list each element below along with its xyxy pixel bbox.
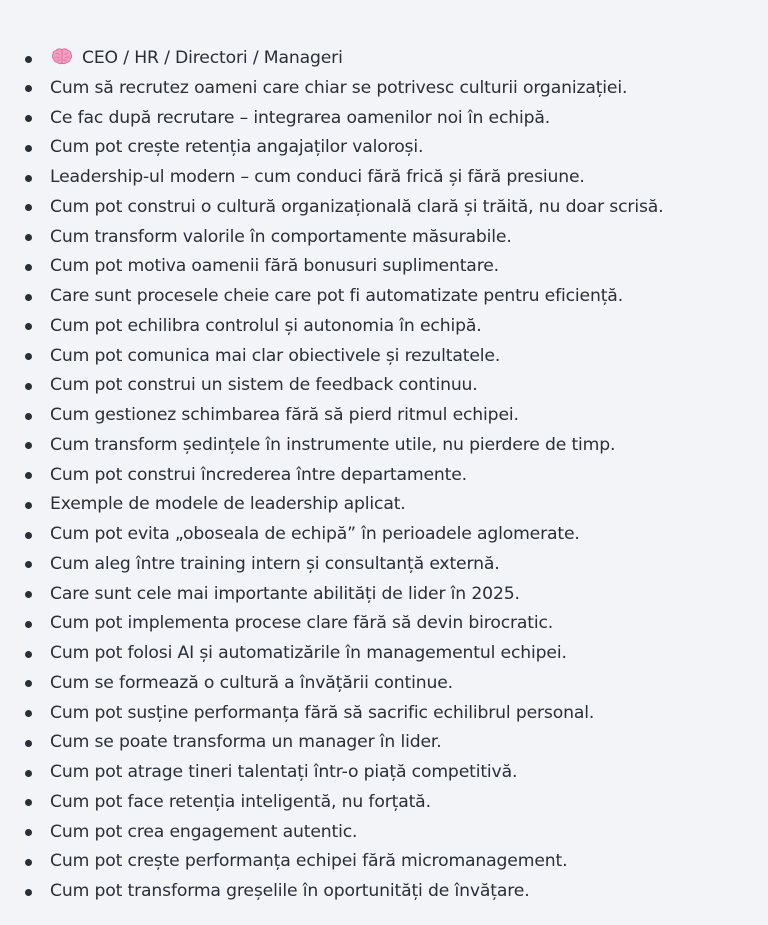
bullet-icon bbox=[25, 710, 32, 717]
list-item-text: Cum pot construi o cultură organizațională clară și trăită, nu doar scrisă. bbox=[50, 196, 664, 217]
bullet-icon bbox=[25, 532, 32, 539]
brain-icon bbox=[52, 48, 72, 65]
list-item bbox=[0, 401, 768, 431]
bullet-icon bbox=[25, 561, 32, 568]
list-item bbox=[0, 699, 768, 729]
bullet-icon bbox=[25, 442, 32, 449]
bullet-icon bbox=[25, 294, 32, 301]
list-item bbox=[0, 342, 768, 372]
list-item-text: Cum pot folosi AI și automatizările în managementul echipei. bbox=[50, 643, 567, 663]
list-item bbox=[0, 639, 768, 669]
list-item bbox=[0, 163, 768, 193]
bullet-icon bbox=[25, 264, 32, 271]
list-item bbox=[0, 133, 768, 163]
list-item bbox=[0, 728, 768, 758]
list-item-text: Cum pot atrage tineri talentați într-o piață competitivă. bbox=[50, 762, 518, 782]
bullet-icon bbox=[25, 829, 32, 836]
list-item bbox=[0, 847, 768, 877]
list-item-text: Cum să recrutez oameni care chiar se potrivesc culturii organizației. bbox=[50, 77, 628, 98]
list-item-text: Exemple de modele de leadership aplicat. bbox=[50, 494, 406, 515]
list-item bbox=[0, 371, 768, 401]
list-item bbox=[0, 520, 768, 550]
list-item bbox=[0, 104, 768, 134]
list-item-text: Cum pot susține performanța fără să sacrific echilibrul personal. bbox=[50, 702, 595, 723]
list-header-item bbox=[0, 44, 768, 74]
list-item-text: Cum pot evita „oboseala de echipă” în perioadele aglomerate. bbox=[50, 524, 580, 544]
list-item-text: Cum pot construi un sistem de feedback continuu. bbox=[50, 375, 478, 396]
bullet-icon bbox=[25, 115, 32, 122]
list-item-text: Cum gestionez schimbarea fără să pierd ritmul echipei. bbox=[50, 405, 519, 425]
list-item-text: Cum se poate transforma un manager în lider. bbox=[50, 732, 442, 753]
list-item-text: Cum pot motiva oamenii fără bonusuri suplimentare. bbox=[50, 256, 499, 277]
list-item-text: Cum pot crea engagement autentic. bbox=[50, 821, 358, 842]
list-item-text: Leadership-ul modern – cum conduci fără frică și fără presiune. bbox=[50, 167, 585, 187]
list-item bbox=[0, 431, 768, 461]
list-header-label: CEO / HR / Directori / Manageri bbox=[82, 48, 343, 68]
bullet-icon bbox=[25, 889, 32, 896]
bullet-icon bbox=[25, 472, 32, 479]
list-item-text: Cum pot implementa procese clare fără să devin birocratic. bbox=[50, 613, 554, 634]
list-item bbox=[0, 461, 768, 491]
list-item bbox=[0, 282, 768, 312]
bullet-icon bbox=[25, 770, 32, 777]
bullet-icon bbox=[25, 591, 32, 598]
topics-list bbox=[0, 44, 768, 907]
list-item-text: Cum pot comunica mai clar obiectivele și rezultatele. bbox=[50, 345, 501, 366]
list-item bbox=[0, 580, 768, 610]
list-item-text: Cum se formează o cultură a învățării continue. bbox=[50, 672, 453, 693]
list-item-text: Cum transform ședințele în instrumente utile, nu pierdere de timp. bbox=[50, 434, 616, 455]
list-item bbox=[0, 550, 768, 580]
list-item bbox=[0, 223, 768, 253]
list-item bbox=[0, 818, 768, 848]
bullet-icon bbox=[25, 502, 32, 509]
list-item-text: Cum pot face retenția inteligentă, nu forțată. bbox=[50, 791, 431, 812]
list-item bbox=[0, 758, 768, 788]
bullet-icon bbox=[25, 651, 32, 658]
bullet-icon bbox=[25, 413, 32, 420]
bullet-icon bbox=[25, 621, 32, 628]
bullet-icon bbox=[25, 799, 32, 806]
list-item-text: Cum aleg între training intern și consultanță externă. bbox=[50, 553, 500, 574]
bullet-icon bbox=[25, 175, 32, 182]
list-item-text: Cum transform valorile în comportamente măsurabile. bbox=[50, 226, 512, 247]
list-item-text: Care sunt cele mai importante abilități de lider în 2025. bbox=[50, 583, 520, 604]
list-item-text: Cum pot transforma greșelile în oportunități de învățare. bbox=[50, 881, 530, 901]
list-item bbox=[0, 609, 768, 639]
bullet-icon bbox=[25, 145, 32, 152]
bullet-icon bbox=[25, 204, 32, 211]
bullet-icon bbox=[25, 680, 32, 687]
list-item-text: Cum pot construi încrederea între departamente. bbox=[50, 464, 467, 485]
bullet-icon bbox=[25, 353, 32, 360]
bullet-icon bbox=[25, 383, 32, 390]
list-item bbox=[0, 312, 768, 342]
bullet-icon bbox=[25, 234, 32, 241]
bullet-icon bbox=[25, 323, 32, 330]
list-item bbox=[0, 877, 768, 907]
list-item bbox=[0, 193, 768, 223]
list-item bbox=[0, 669, 768, 699]
bullet-icon bbox=[25, 85, 32, 92]
list-item bbox=[0, 788, 768, 818]
list-item-text: Cum pot crește retenția angajaților valoroși. bbox=[50, 137, 424, 158]
list-item bbox=[0, 252, 768, 282]
list-item-text: Cum pot crește performanța echipei fără micromanagement. bbox=[50, 851, 568, 872]
list-item bbox=[0, 74, 768, 104]
list-item bbox=[0, 490, 768, 520]
list-item-text: Care sunt procesele cheie care pot fi automatizate pentru eficiență. bbox=[50, 286, 624, 306]
bullet-icon bbox=[25, 740, 32, 747]
list-item-text: Cum pot echilibra controlul și autonomia în echipă. bbox=[50, 315, 482, 336]
bullet-icon bbox=[25, 56, 32, 63]
list-item-text: Ce fac după recrutare – integrarea oamenilor noi în echipă. bbox=[50, 107, 551, 128]
bullet-icon bbox=[25, 859, 32, 866]
